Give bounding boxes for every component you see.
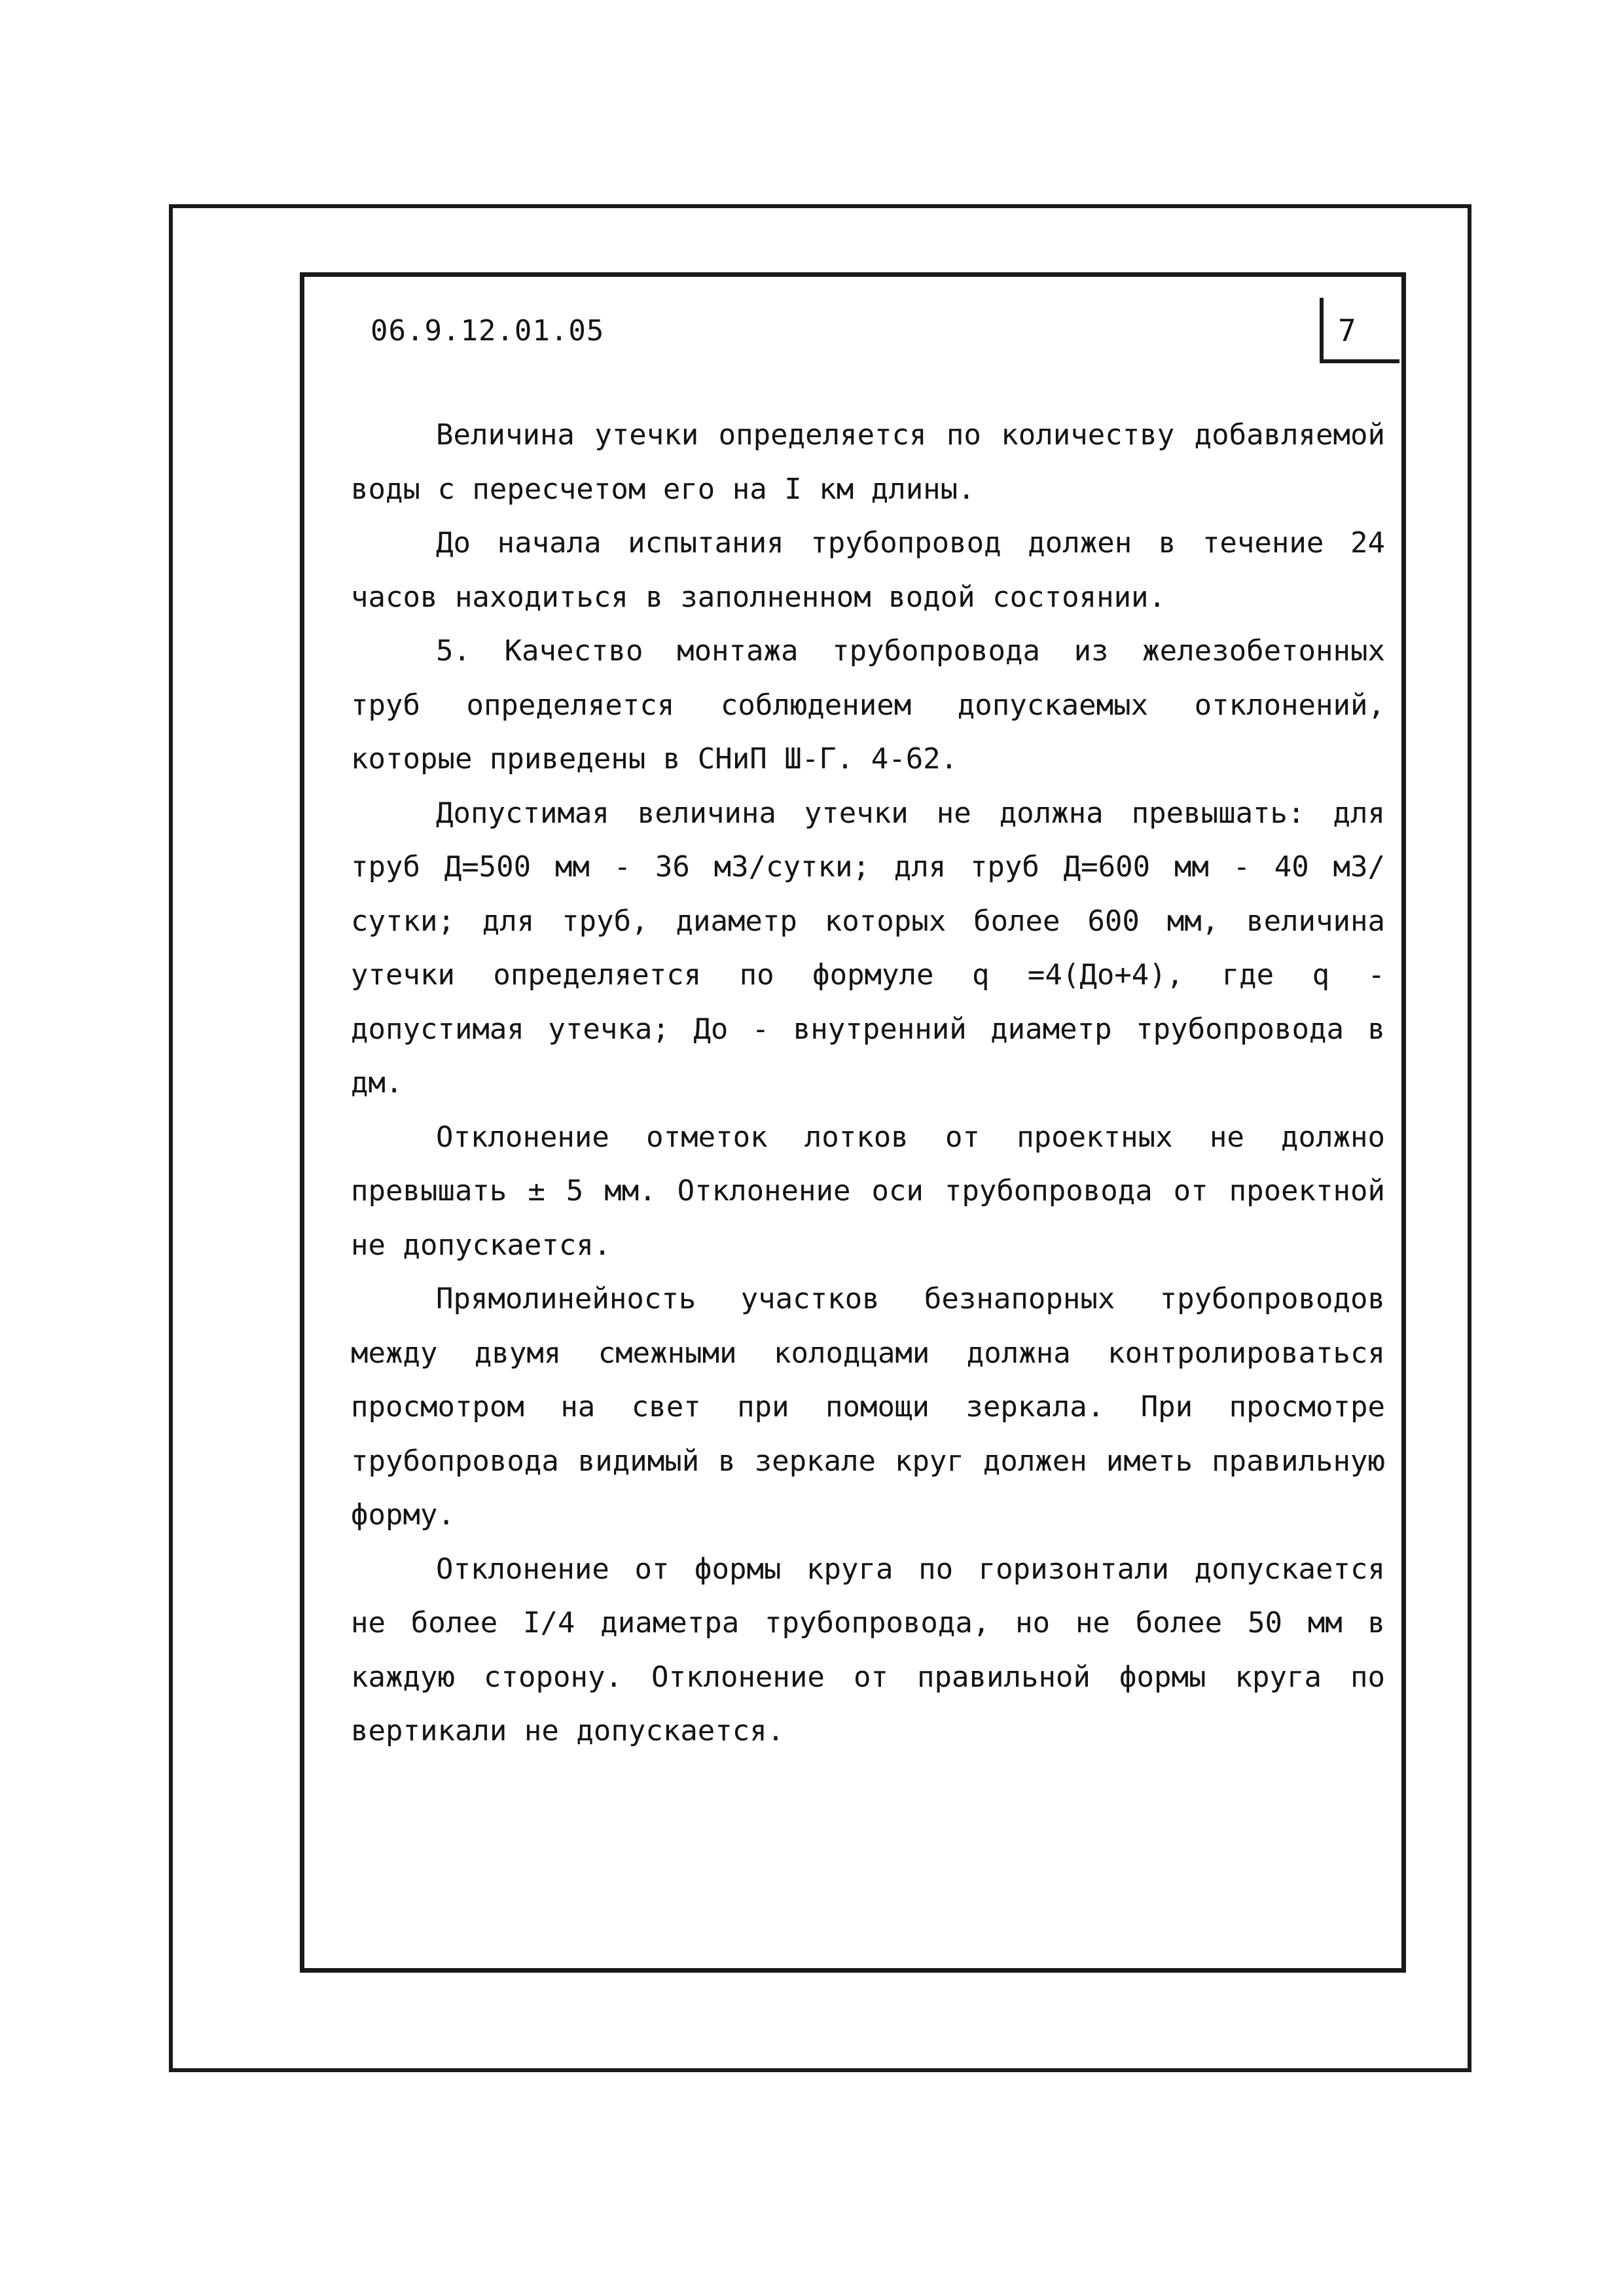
paragraph-installation-quality: 5. Качество монтажа трубопровода из железобетонных труб определяется соблюдением допускаемых отклонений, которые приведены в СНиП Ш-Г. 4-62. [351, 634, 1385, 776]
body-text [351, 408, 1385, 1759]
paragraph-circle-deviation: Отклонение от формы круга по горизонтали допускается не более I/4 диаметра трубопровода, но не более 50 мм в каждую сторону. Отклонение от правильной формы круга по вертикали не допускается. [351, 1552, 1385, 1748]
paragraph-leak-determination: Величина утечки определяется по количеству добавляемой воды с пересчетом его на I км длины. [351, 418, 1385, 506]
paragraph-straightness-check: Прямолинейность участков безнапорных трубопроводов между двумя смежными колодцами должна контролироваться просмотром на свет при помощи зеркала. При просмотре трубопровода видимый в зеркале круг должен иметь правильную форму. [351, 1282, 1385, 1532]
paragraph-tray-deviation: Отклонение отметок лотков от проектных не должно превышать ± 5 мм. Отклонение оси трубопровода от проектной не допускается. [351, 1120, 1385, 1262]
page-number: 7 [1338, 313, 1356, 348]
paragraph-allowable-leak: Допустимая величина утечки не должна превышать: для труб Д=500 мм - 36 м3/сутки; для труб Д=600 мм - 40 м3/сутки; для труб, диаметр которых более 600 мм, величина утечки определяется по формуле q =4(До+4), где q - допустимая утечка; До - внутренний диаметр трубопровода в дм. [351, 796, 1385, 1100]
paragraph-pre-test-filling: До начала испытания трубопровод должен в течение 24 часов находиться в заполненном водой состоянии. [351, 526, 1385, 614]
document-code: 06.9.12.01.05 [370, 314, 605, 348]
page-number-box [1320, 298, 1399, 363]
